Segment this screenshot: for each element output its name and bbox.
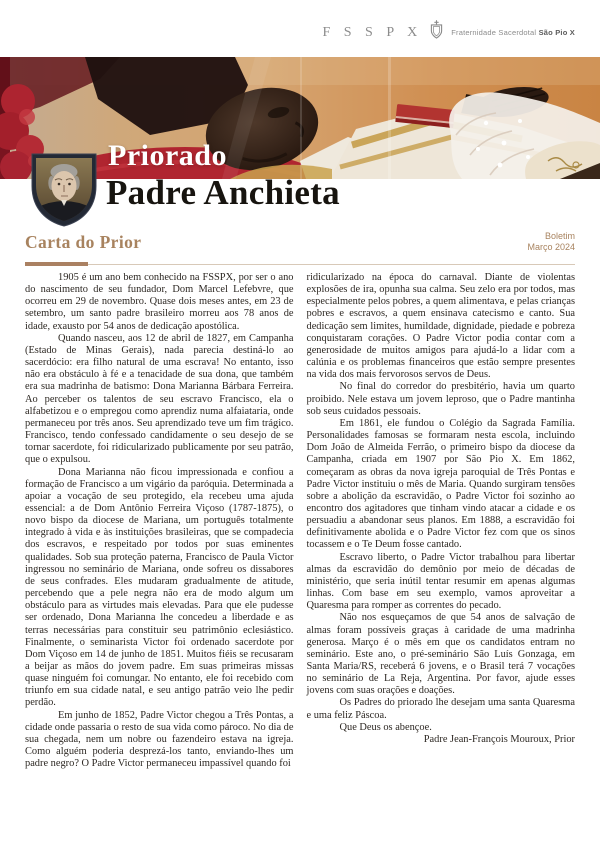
letter-column-2 — [307, 272, 576, 770]
issue-date: Março 2024 — [527, 242, 575, 252]
paragraph: Quando nasceu, aos 12 de abril de 1827, em Campanha (Estado de Minas Gerais), nada parecia destiná-lo ao sacerdócio: era filho natural de uma escrava! No entanto, isso não era obstáculo à fé e a tenacidade de sua dona, que também era sua madrinha de batismo: Dona Marianna Bárbara Ferreira. Ao perceber os talentos de seu escravo Francisco, ela o alfabetizou e o empregou como aprendiz numa alfaiataria, onde permaneceu por três anos. Seu aprendizado teve um fim trágico. Francisco, tendo confessado candidamente o seu desejo de se tornar sacerdote, foi ridicularizado publicamente por seu patrão, que o expulsou. — [25, 332, 294, 466]
issue-label: Boletim — [544, 231, 575, 241]
paragraph: Não nos esqueçamos de que 54 anos de salvação de almas foram possíveis graças à caridade de uma madrinha generosa. Março é o mês em que os candidatos entram no seminário. Este ano, o pré-seminário São Luís Gonzaga, em Santa Maria/RS, receberá 6 jovens, e o Brasil terá 7 vocações no seminário de La Reja, Argentina. Por favor, ajude esses jovens com suas orações e doações. — [306, 612, 575, 697]
section-header — [25, 231, 575, 253]
signature-line: Padre Jean-François Mouroux, Prior — [423, 733, 575, 745]
org-name-regular: Fraternidade Sacerdotal — [451, 28, 537, 37]
paragraph: Em 1861, ele fundou o Colégio da Sagrada Família. Personalidades famosas se formaram nesta escola, incluindo Dom João de Almeida Ferrão, o primeiro bispo da diocese da Campanha, criada em 1907 por São Pio X. Em 1862, começaram as obras da nova igreja paroquial de Três Pontas e Padre Victor instituiu o mês de Maria. Quando surgiram tensões sobre a abolição da escravidão, o Padre Victor foi sozinho ao encontro dos agitadores que tinham vindo atacar a cidade e os persuadiu a abandonar seus planos. Em 1888, a escravidão foi definitivamente abolida e o Padre Victor fez com que os sinos tocassem e o Te Deum fosse cantado. — [306, 417, 575, 551]
paragraph: ridicularizado na época do carnaval. Diante de violentas explosões de ira, opunha sua calma. Seu zelo era por todos, mas especialmente pelos pobres, a quem alimentava, e pelas crianças pobres e escravos, a quem ensinava catecismo e canto. Sua dedicação sem limites, humildade, dignidade, piedade e pobreza conquistaram corações. O Padre Victor podia contar com a generosidade de muitos amigos para ajudá-lo a lidar com a calúnia e os problemas financeiros que estão sempre presentes na vida dos mais fervorosos servos de Deus. — [306, 272, 575, 381]
issue-info — [527, 231, 575, 253]
fsspx-logo — [322, 19, 575, 46]
org-name-bold: São Pio X — [538, 28, 575, 37]
top-bar — [0, 0, 600, 57]
paragraph: No final do corredor do presbitério, havia um quarto proibido. Nele estava um jovem leproso, que o Padre mantinha sob seus cuidados pessoais. — [306, 381, 575, 417]
padre-anchieta-portrait-shield — [28, 150, 100, 228]
masthead — [0, 57, 600, 229]
section-title: Carta do Prior — [25, 232, 142, 252]
blessing-line: Que Deus os abençoe. — [339, 721, 432, 733]
fsspx-crest-icon — [428, 19, 445, 46]
page-title: Padre Anchieta — [106, 173, 340, 212]
fsspx-acronym: F S S P X — [322, 24, 423, 40]
org-name — [451, 28, 575, 37]
paragraph: Os Padres do priorado lhe desejam uma santa Quaresma e uma feliz Páscoa. — [306, 697, 575, 721]
paragraph: Dona Marianna não ficou impressionada e confiou a formação de Francisco a um vigário da paróquia. Determinada a apoiar a vocação de seu protegido, ela recebeu uma ajuda essencial: a de Dom Antônio Ferreira Viçoso (1787-1875), o novo bispo da diocese de Mariana, um português totalmente integrado à vida e às instituições brasileiras, que se compadecia dos escravos, e respeitado por todos por suas eminentes qualidades. Sob sua proteção paterna, Francisco de Paula Victor ingressou no seminário de Mariana, onde sofreu os dissabores de seus confrades. Eles mudaram gradualmente de atitude, percebendo que a pele negra não era de modo algum um obstáculo para as virtudes mais elevadas. Para que ele pudesse ser ordenado, Dona Marianna lhe concedeu a liberdade e as terras necessárias para constituir seu patrimônio eclesiástico. Finalmente, o seminarista Victor foi ordenado sacerdote por Dom Viçoso em 14 de junho de 1851. Muitos fiéis se recusaram a beijar as mãos do jovem padre. Em suas primeiras missas quase ninguém foi comungar. No entanto, ele foi recebido com triunfo em sua cidade natal, e seu antigo patrão veio lhe pedir perdão. — [25, 466, 294, 709]
divider-rule — [25, 262, 575, 267]
letter-column-2-paragraphs — [307, 272, 576, 722]
paragraph: 1905 é um ano bem conhecido na FSSPX, por ser o ano do nascimento de seu fundador, Dom Marcel Lefebvre, que ocorreu em 29 de novembro. Quase dois meses antes, em 23 de setembro, um santo padre brasileiro morreu aos 78 anos de idade, exausto por 54 anos de dedicação apostólica. — [25, 272, 294, 332]
paragraph: Escravo liberto, o Padre Victor trabalhou para libertar almas da escravidão do demônio por meio de décadas de ministério, que seria inútil tentar resumir em apenas algumas linhas. Com base em seu exemplo, vamos aproveitar a Quaresma para romper as correntes do pecado. — [306, 551, 575, 612]
divider-accent — [25, 262, 88, 266]
masthead-kicker: Priorado — [108, 139, 227, 172]
letter-column-1 — [25, 272, 294, 770]
paragraph: Em junho de 1852, Padre Victor chegou a Três Pontas, a cidade onde passaria o resto de sua vida como pároco. No dia de sua chegada, nem um nobre ou fazendeiro estava na igreja. Como alguém poderia desprezá-los tanto, enviando-lhes um padre negro? O Padre Victor permaneceu impassível quando foi — [25, 709, 294, 770]
divider-line — [25, 264, 575, 265]
letter-body — [25, 272, 575, 770]
